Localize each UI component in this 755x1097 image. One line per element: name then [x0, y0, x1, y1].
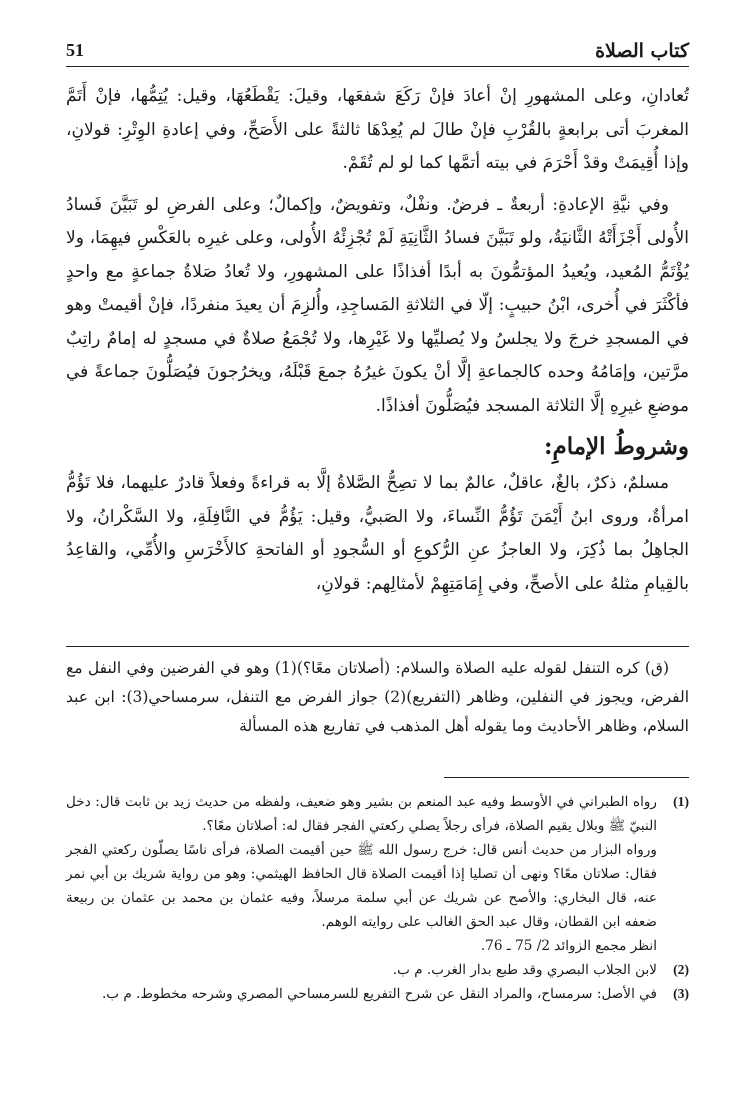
commentary-divider: [66, 646, 689, 647]
running-title: كتاب الصلاة: [595, 40, 689, 62]
footnote-line: في الأصل: سرمساح، والمراد النقل عن شرح التفريع للسرمساحي المصري وشرحه مخطوط. م ب.: [101, 986, 657, 1002]
paragraph-intention-of-repetition: وفي نيَّةِ الإعادةِ: أربعةٌ ـ فرضٌ. ونفْلٌ، وتفويضٌ، وإكمالٌ؛ وعلى الفرضِ لو تَبَيَّنَ فَسادُ الأُولى أَجْزَأَتْهُ الثَّانيَةُ، ولو تَبَيَّنَ فسادُ الثَّانِيَةِ لَمْ تُجْزِئْهُ الأُولى، وعلى غيرِه بالعَكْسِ فيهِمَا، ولا يُؤْتَمُّ المُعيد، ويُعيدُ المؤتمُّونَ به أبدًا أفذاذًا على المشهورِ، ولا تُعادُ صَلاةُ جماعةٍ مع واحدٍ فأكْثَرَ في أُخرى، ابْنُ حبيبٍ: إلّا في الثلاثةِ المَساجِدِ، وأُلزِمَ أن يعيدَ منفردًا، فإنْ أقيمتْ وهو في المسجدِ خرجَ ولا يجلسُ ولا يُصليِّها ولا غَيْرِها، ولا تُجْمَعُ صلاةٌ في مسجدٍ له إمامٌ راتِبٌ مرَّتين، وإمَامُهُ وحده كالجماعةِ إلَّا أنْ يكونَ غيرُهُ جمعَ قَبْلَهُ، ويخرُجونَ فيُصَلُّونَ جماعةً في موضعِ غيرِهِ إلَّا الثلاثة المسجد فيُصَلُّونَ أفذاذًا.: [66, 194, 689, 416]
footnote-divider: [444, 777, 689, 778]
page-header: [66, 38, 689, 66]
header-rule: [66, 66, 689, 67]
footnote-line: انظر مجمع الزوائد 2/ 75 ـ 76.: [480, 938, 657, 954]
footnote-2: [66, 958, 689, 982]
footnotes: [66, 790, 689, 1006]
footnote-number: (2): [673, 962, 689, 977]
footnote-3: [66, 982, 689, 1006]
footnote-line: رواه الطبراني في الأوسط وفيه عبد المنعم بن بشير وهو ضعيف، ولفظه من حديث زيد بن ثابت قال: دخل النبيّ ﷺ وبلال يقيم الصلاة، فرأى رجلاً يصلي ركعتي الفجر فقال له: أصلاتان معًا؟.: [66, 794, 657, 834]
paragraph-prayer-repetition: تُعادانِ، وعلى المشهورِ إنْ أعادَ فإنْ رَكَعَ شفعَها، وقيلَ: يَقْطَعُهَا، وقيل: يُتِمُّها، فإنْ أَتَمَّ المغربَ أتى برابعةٍ بالقُرْبِ فإنْ طالَ لم يُعِدْهَا ثالثةً على الأَصَحِّ، وفي إعادةِ الوِتْرِ: قولانِ، وإذا أُقِيمَتْ وقدْ أَحْرَمَ في بيته أتمَّها كما لو لم تُقَمْ.: [66, 86, 689, 173]
section-heading-imam-conditions: وشروطُ الإمامِ:: [543, 433, 689, 460]
footnote-line: لابن الجلاب البصري وقد طبع بدار الغرب. م ب.: [392, 962, 657, 978]
page-number: 51: [66, 40, 84, 60]
commentary-text: (ق) كره التنفل لقوله عليه الصلاة والسلام: (أصلاتان معًا؟)(1) وهو في الفرضين وفي النفل مع الفرض، ويجوز في النفلين، وظاهر (التفريع)(2) جواز الفرض مع التنفل، سرمساحي(3): ابن عبد السلام، وظاهر الأحاديث وما يقوله أهل المذهب في تفاريع هذه المسألة: [66, 659, 689, 735]
commentary-block: [66, 654, 689, 741]
footnote-line: ورواه البزار من حديث أنس قال: خرج رسول الله ﷺ حين أقيمت الصلاة، فرأى ناسًا يصلّون ركعتي الفجر فقال: صلاتان معًا؟ ونهى أن تصليا إذا أقيمت الصلاة قال الحافظ الهيثمي: وهو من رواية شريك بن أبي نمر عنه، قال البخاري: والأصح عن شريك عن أبي سلمة مرسلاً، وفيه عثمان بن محمد بن عثمان بن ربيعة ضعفه ابن القطان، وقال عبد الحق الغالب على روايته الوهم.: [66, 842, 657, 930]
footnote-number: (3): [673, 986, 689, 1001]
footnote-number: (1): [673, 794, 689, 809]
footnote-1: [66, 790, 689, 958]
main-text: [66, 80, 689, 601]
paragraph-imam-conditions: مسلمٌ، ذكرٌ، بالغٌ، عاقلٌ، عالمٌ بما لا تصِحُّ الصَّلاةُ إلَّا به قراءةً وفعلاً قادرٌ عليهما، فلا تَؤُمُّ امرأةٌ، وروى ابنُ أَيْمَنَ تَؤُمُّ النِّساءَ، ولا الصَبيُّ، وقيل: يَؤُمُّ في النَّافِلَةِ، ولا السَّكْرانُ، ولا الجاهِلُ بما ذُكِرَ، ولا العاجزُ عنِ الرُّكوعِ أو السُّجودِ أو الفاتحةِ كالأَخْرَسِ والأُمِّي، والقاعِدُ بالقِيامِ مثلهُ على الأصحِّ، وفي إِمَامَتِهِمْ لأمثالِهم: قولانِ،: [66, 473, 689, 594]
